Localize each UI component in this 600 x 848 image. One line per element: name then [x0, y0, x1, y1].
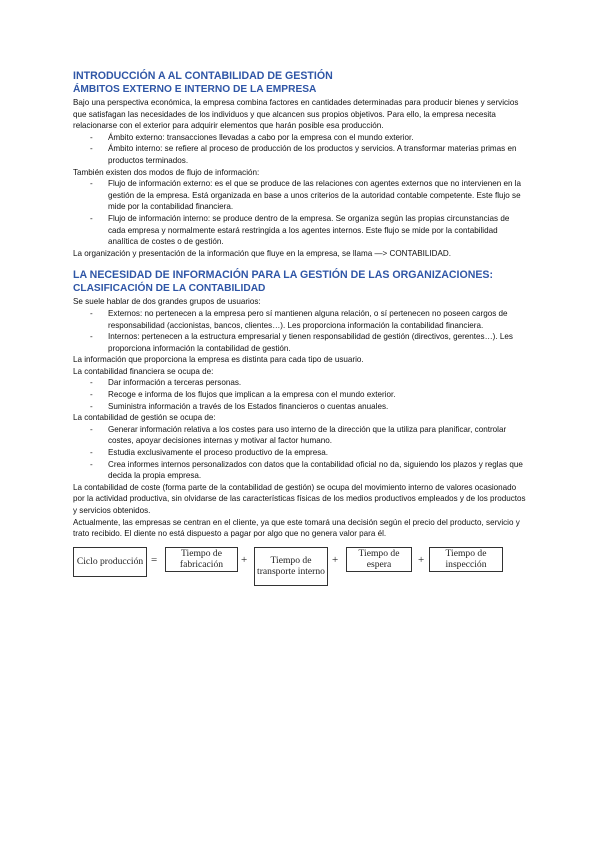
gestion-list: [73, 424, 528, 482]
list-item: - Internos: pertenecen a la estructura empresarial y tienen responsabilidad de gestión (directivos, gerentes…). Les proporciona información la contabilidad de gestión.: [108, 331, 528, 354]
section-subheading-clasificacion: CLASIFICACIÓN DE LA CONTABILIDAD: [73, 283, 266, 295]
ambitos-list: [73, 132, 528, 167]
intro-paragraph: Bajo una perspectiva económica, la empresa combina factores en cantidades determinadas para producir bienes y servicios que satisfagan las necesidades de los individuos y que alcancen sus propios objetivos. Para ello, la empresa necesita relacionarse con el exterior para adquirir elementos que harán posible esa producción.: [73, 98, 519, 131]
list-item: - Crea informes internos personalizados con datos que la contabilidad oficial no da, siguiendo los plazos y reglas que decida la propia empresa.: [108, 459, 528, 482]
closing-paragraph: La organización y presentación de la información que fluye en la empresa, se llama —> CONTABILIDAD.: [73, 248, 451, 258]
list-item: - Flujo de información interno: se produce dentro de la empresa. Se organiza según las propias circunstancias de cada empresa y normalmente estará restringida a los agentes internos. Este flujo se mide por la contabilidad analítica de costes o de gestión.: [108, 213, 528, 248]
list-item: - Estudia exclusivamente el proceso productivo de la empresa.: [108, 447, 528, 459]
espera-box: Tiempo de espera: [346, 547, 412, 572]
document-page: [73, 70, 528, 586]
list-item: - Flujo de información externo: es el que se produce de las relaciones con agentes externos que no intervienen en la gestión de la empresa. Está organizada en base a unos criterios de la autoridad contable competente. Este flujo se mide por la contabilidad financiera.: [108, 178, 528, 213]
list-item: - Dar información a terceras personas.: [108, 377, 528, 389]
ciclo-produccion-diagram: [73, 546, 528, 586]
coste-paragraph: La contabilidad de coste (forma parte de la contabilidad de gestión) se ocupa del movimiento interno de valores ocasionado por la actividad productiva, sin olvidarse de las características físicas de los medios productivos empleados y de los productos y servicios obtenidos.: [73, 482, 526, 515]
list-item: - Generar información relativa a los costes para uso interno de la dirección que la utiliza para planificar, controlar costes, apoyar decisiones internas y motivar al factor humano.: [108, 424, 528, 447]
financiera-intro: La contabilidad financiera se ocupa de:: [73, 366, 214, 376]
inspeccion-box: Tiempo de inspección: [429, 547, 503, 572]
financiera-list: [73, 377, 528, 412]
page-title: INTRODUCCIÓN A AL CONTABILIDAD DE GESTIÓN: [73, 70, 333, 82]
plus-sign: +: [418, 553, 425, 566]
list-item: - Recoge e informa de los flujos que implican a la empresa con el mundo exterior.: [108, 389, 528, 401]
cliente-paragraph: Actualmente, las empresas se centran en el cliente, ya que este tomará una decisión según el precio del producto, servicio y trato recibido. El diente no está dispuesto a pagar por algo que no genera valor para él.: [73, 517, 520, 539]
flujos-list: [73, 178, 528, 248]
plus-sign: +: [332, 553, 339, 566]
equals-sign: =: [151, 553, 158, 566]
transporte-box: Tiempo de transporte interno: [254, 547, 328, 586]
plus-sign: +: [241, 553, 248, 566]
list-item: - Ámbito interno: se refiere al proceso de producción de los productos y servicios. A transformar materias primas en productos terminados.: [108, 143, 528, 166]
list-item: - Externos: no pertenecen a la empresa pero sí mantienen alguna relación, o sí pertenecen no poseen cargos de responsabilidad (accionistas, bancos, clientes…). Les proporciona información la contabilidad financiera.: [108, 308, 528, 331]
fabricacion-box: Tiempo de fabricación: [165, 547, 238, 572]
distinta-paragraph: La información que proporciona la empresa es distinta para cada tipo de usuario.: [73, 355, 364, 365]
gestion-intro: La contabilidad de gestión se ocupa de:: [73, 413, 216, 423]
list-item: - Suministra información a través de los Estados financieros o cuentas anuales.: [108, 401, 528, 413]
flujos-intro: También existen dos modos de flujo de información:: [73, 167, 260, 177]
list-item: - Ámbito externo: transacciones llevadas a cabo por la empresa con el mundo exterior.: [108, 132, 528, 144]
usuarios-list: [73, 308, 528, 354]
usuarios-intro: Se suele hablar de dos grandes grupos de usuarios:: [73, 297, 261, 307]
ciclo-box: Ciclo producción: [73, 547, 147, 577]
section-heading-ambitos: ÁMBITOS EXTERNO E INTERNO DE LA EMPRESA: [73, 84, 317, 95]
section-heading-necesidad: LA NECESIDAD DE INFORMACIÓN PARA LA GESTIÓN DE LAS ORGANIZACIONES:: [73, 269, 494, 282]
